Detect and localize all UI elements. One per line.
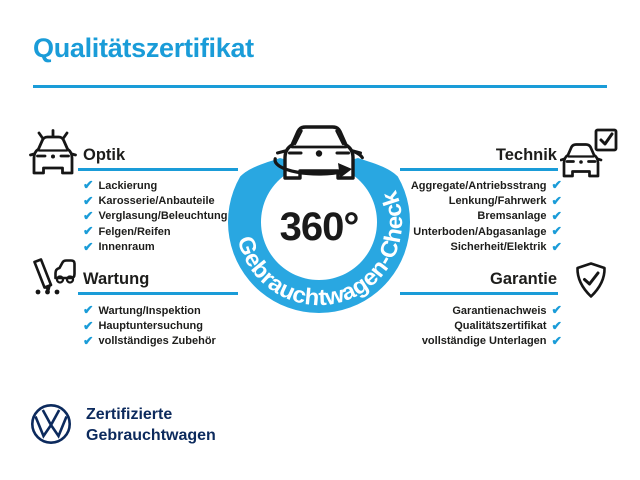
- list-item: [411, 178, 562, 193]
- section-title-optik: Optik: [83, 146, 126, 164]
- technik-checklist: [411, 178, 562, 254]
- list-item-label: vollständige Unterlagen: [421, 335, 547, 348]
- vw-logo: [30, 403, 72, 445]
- wartung-checklist: [83, 303, 216, 349]
- list-item: [83, 239, 227, 254]
- list-item: [83, 178, 227, 193]
- degrees-label: 360°: [279, 205, 359, 249]
- car-rotation-icon: [275, 127, 360, 178]
- list-item-label: Qualitätszertifikat: [454, 319, 547, 332]
- 360-check-badge: [219, 122, 419, 322]
- list-item: [422, 334, 562, 349]
- list-item: [411, 224, 562, 239]
- car-shine-icon: [26, 127, 80, 181]
- brand-claim: [86, 404, 216, 446]
- section-title-garantie: Garantie: [490, 270, 557, 288]
- list-item-label: Innenraum: [98, 240, 155, 253]
- check-icon: ✔: [551, 224, 562, 239]
- section-divider-garantie: [400, 292, 558, 295]
- list-item-label: Wartung/Inspektion: [98, 304, 201, 317]
- check-icon: ✔: [83, 224, 94, 239]
- optik-checklist: [83, 178, 227, 254]
- car-checkbox-icon: [560, 126, 618, 180]
- list-item-label: vollständiges Zubehör: [98, 335, 216, 348]
- check-icon: ✔: [83, 318, 94, 333]
- list-item: [83, 209, 227, 224]
- list-item: [83, 303, 216, 318]
- list-item-label: Sicherheit/Elektrik: [450, 240, 547, 253]
- list-item-label: Lenkung/Fahrwerk: [448, 194, 547, 207]
- list-item: [422, 318, 562, 333]
- check-icon: ✔: [551, 333, 562, 348]
- section-divider-optik: [78, 168, 238, 171]
- list-item: [411, 193, 562, 208]
- check-icon: ✔: [83, 193, 94, 208]
- list-item-label: Garantienachweis: [452, 304, 547, 317]
- list-item-label: Unterboden/Abgasanlage: [413, 225, 547, 238]
- checklist-pencil-car-icon: [28, 256, 78, 298]
- check-icon: ✔: [551, 208, 562, 223]
- list-item: [83, 193, 227, 208]
- ring-label-text: Gebrauchtwagen-Check: [232, 188, 408, 311]
- list-item: [411, 239, 562, 254]
- list-item: [411, 209, 562, 224]
- section-title-technik: Technik: [495, 146, 557, 164]
- list-item: [83, 318, 216, 333]
- check-icon: ✔: [551, 239, 562, 254]
- list-item: [83, 334, 216, 349]
- list-item: [422, 303, 562, 318]
- list-item: [83, 224, 227, 239]
- shield-check-icon: [574, 261, 608, 299]
- list-item-label: Karosserie/Anbauteile: [98, 194, 215, 207]
- header-divider: [33, 85, 607, 88]
- list-item-label: Felgen/Reifen: [98, 225, 171, 238]
- section-divider-wartung: [78, 292, 238, 295]
- check-icon: ✔: [83, 303, 94, 318]
- check-icon: ✔: [83, 333, 94, 348]
- check-icon: ✔: [551, 303, 562, 318]
- check-icon: ✔: [83, 178, 94, 193]
- brand-claim-line2: Gebrauchtwagen: [86, 427, 216, 444]
- list-item-label: Aggregate/Antriebsstrang: [410, 179, 547, 192]
- brand-claim-line1: Zertifizierte: [86, 406, 173, 423]
- check-icon: ✔: [83, 239, 94, 254]
- page-title: Qualitätszertifikat: [33, 33, 254, 63]
- section-divider-technik: [400, 168, 558, 171]
- list-item-label: Bremsanlage: [477, 210, 547, 223]
- list-item-label: Lackierung: [98, 179, 158, 192]
- section-title-wartung: Wartung: [83, 270, 150, 288]
- check-icon: ✔: [83, 208, 94, 223]
- garantie-checklist: [422, 303, 562, 349]
- list-item-label: Verglasung/Beleuchtung: [98, 210, 228, 223]
- check-icon: ✔: [551, 318, 562, 333]
- check-icon: ✔: [551, 178, 562, 193]
- check-icon: ✔: [551, 193, 562, 208]
- list-item-label: Hauptuntersuchung: [98, 319, 203, 332]
